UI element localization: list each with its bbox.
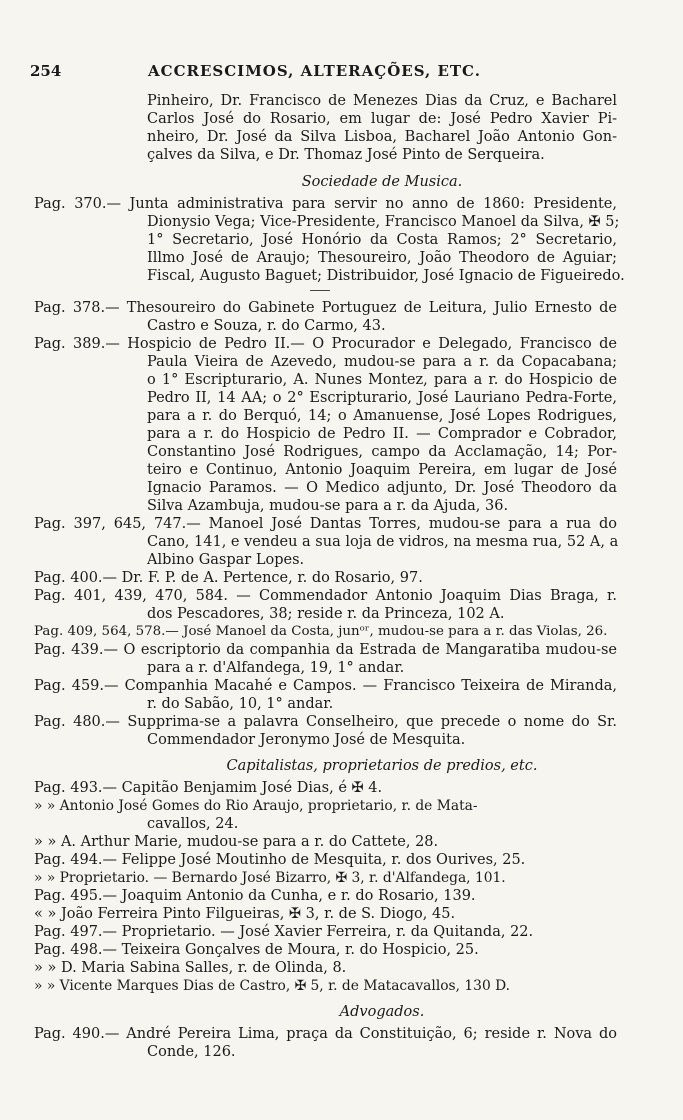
text-line: Carlos José do Rosario, em lugar de: José Pedro Xavier Pi- bbox=[147, 111, 617, 127]
section-heading: Capitalistas, proprietarios de predios, etc. bbox=[226, 758, 538, 774]
text-line: Pag. 401, 439, 470, 584. — Commendador Antonio Joaquim Dias Braga, r. bbox=[34, 588, 617, 604]
text-line: Paula Vieira de Azevedo, mudou-se para a r. da Copacabana; bbox=[147, 354, 617, 370]
text-line: para a r. d'Alfandega, 19, 1° andar. bbox=[147, 660, 405, 676]
text-line: cavallos, 24. bbox=[147, 816, 239, 832]
text-line: Pag. 409, 564, 578.— José Manoel da Costa, junᵒʳ, mudou-se para a r. das Violas, 26. bbox=[34, 624, 608, 639]
text-line: Pag. 494.— Felippe José Moutinho de Mesquita, r. dos Ourives, 25. bbox=[34, 852, 526, 868]
text-line: Albino Gaspar Lopes. bbox=[147, 552, 305, 568]
text-line: nheiro, Dr. José da Silva Lisboa, Bacharel João Antonio Gon- bbox=[147, 129, 617, 145]
text-line: Pag. 370.— Junta administrativa para servir no anno de 1860: Presidente, bbox=[34, 196, 617, 212]
text-line: » » Vicente Marques Dias de Castro, ✠ 5, r. de Matacavallos, 130 D. bbox=[34, 978, 511, 994]
text-line: Pag. 400.— Dr. F. P. de A. Pertence, r. do Rosario, 97. bbox=[34, 570, 423, 586]
text-line: Pag. 389.— Hospicio de Pedro II.— O Procurador e Delegado, Francisco de bbox=[34, 336, 617, 352]
text-line: 1° Secretario, José Honório da Costa Ramos; 2° Secretario, bbox=[147, 232, 617, 248]
text-line: » » Proprietario. — Bernardo José Bizarro, ✠ 3, r. d'Alfandega, 101. bbox=[34, 870, 506, 886]
text-line: Ignacio Paramos. — O Medico adjunto, Dr. José Theodoro da bbox=[147, 480, 617, 496]
text-line: Pag. 495.— Joaquim Antonio da Cunha, e r. do Rosario, 139. bbox=[34, 888, 476, 904]
text-line: Commendador Jeronymo José de Mesquita. bbox=[147, 732, 466, 748]
text-line: Fiscal, Augusto Baguet; Distribuidor, José Ignacio de Figueiredo. bbox=[147, 268, 625, 284]
running-title: ACCRESCIMOS, ALTERAÇÕES, ETC. bbox=[148, 62, 481, 80]
text-line: Pag. 397, 645, 747.— Manoel José Dantas Torres, mudou-se para a rua do bbox=[34, 516, 617, 532]
text-line: Pag. 459.— Companhia Macahé e Campos. — Francisco Teixeira de Miranda, bbox=[34, 678, 617, 694]
text-line: para a r. do Berquó, 14; o Amanuense, José Lopes Rodrigues, bbox=[147, 408, 617, 424]
text-line: » » Antonio José Gomes do Rio Araujo, proprietario, r. de Mata- bbox=[34, 798, 478, 814]
text-line: Pag. 498.— Teixeira Gonçalves de Moura, r. do Hospicio, 25. bbox=[34, 942, 479, 958]
running-header bbox=[30, 62, 630, 82]
text-line: « » João Ferreira Pinto Filgueiras, ✠ 3, r. de S. Diogo, 45. bbox=[34, 906, 456, 922]
text-line: r. do Sabão, 10, 1° andar. bbox=[147, 696, 334, 712]
text-line: çalves da Silva, e Dr. Thomaz José Pinto de Serqueira. bbox=[147, 147, 545, 163]
text-line: dos Pescadores, 38; reside r. da Princeza, 102 A. bbox=[147, 606, 505, 622]
text-line: Conde, 126. bbox=[147, 1044, 236, 1060]
text-line: Silva Azambuja, mudou-se para a r. da Ajuda, 36. bbox=[147, 498, 509, 514]
text-line: Illmo José de Araujo; Thesoureiro, João Theodoro de Aguiar; bbox=[147, 250, 617, 266]
text-line: Pag. 439.— O escriptorio da companhia da Estrada de Mangaratiba mudou-se bbox=[34, 642, 617, 658]
text-line: Pedro II, 14 AA; o 2° Escripturario, José Lauriano Pedra-Forte, bbox=[147, 390, 617, 406]
text-line: Castro e Souza, r. do Carmo, 43. bbox=[147, 318, 386, 334]
text-line: » » A. Arthur Marie, mudou-se para a r. do Cattete, 28. bbox=[34, 834, 439, 850]
text-line: Pag. 378.— Thesoureiro do Gabinete Portuguez de Leitura, Julio Ernesto de bbox=[34, 300, 617, 316]
page-number: 254 bbox=[30, 62, 62, 80]
text-line: Cano, 141, e vendeu a sua loja de vidros, na mesma rua, 52 A, a bbox=[147, 534, 619, 550]
text-line: Pag. 493.— Capitão Benjamim José Dias, é ✠ 4. bbox=[34, 780, 383, 796]
text-line: teiro e Continuo, Antonio Joaquim Pereira, em lugar de José bbox=[147, 462, 617, 478]
section-heading: Advogados. bbox=[339, 1004, 425, 1020]
text-line: Pag. 480.— Supprima-se a palavra Conselheiro, que precede o nome do Sr. bbox=[34, 714, 617, 730]
text-line: Dionysio Vega; Vice-Presidente, Francisco Manoel da Silva, ✠ 5; bbox=[147, 214, 620, 230]
text-line: Constantino José Rodrigues, campo da Acclamação, 14; Por- bbox=[147, 444, 617, 460]
text-line: Pag. 490.— André Pereira Lima, praça da Constituição, 6; reside r. Nova do bbox=[34, 1026, 617, 1042]
separator bbox=[310, 290, 330, 291]
text-line: Pag. 497.— Proprietario. — José Xavier Ferreira, r. da Quitanda, 22. bbox=[34, 924, 534, 940]
text-line: para a r. do Hospicio de Pedro II. — Comprador e Cobrador, bbox=[147, 426, 617, 442]
text-line: o 1° Escripturario, A. Nunes Montez, para a r. do Hospicio de bbox=[147, 372, 617, 388]
text-line: Pinheiro, Dr. Francisco de Menezes Dias da Cruz, e Bacharel bbox=[147, 93, 617, 109]
text-line: » » D. Maria Sabina Salles, r. de Olinda, 8. bbox=[34, 960, 347, 976]
section-heading: Sociedade de Musica. bbox=[301, 174, 463, 190]
